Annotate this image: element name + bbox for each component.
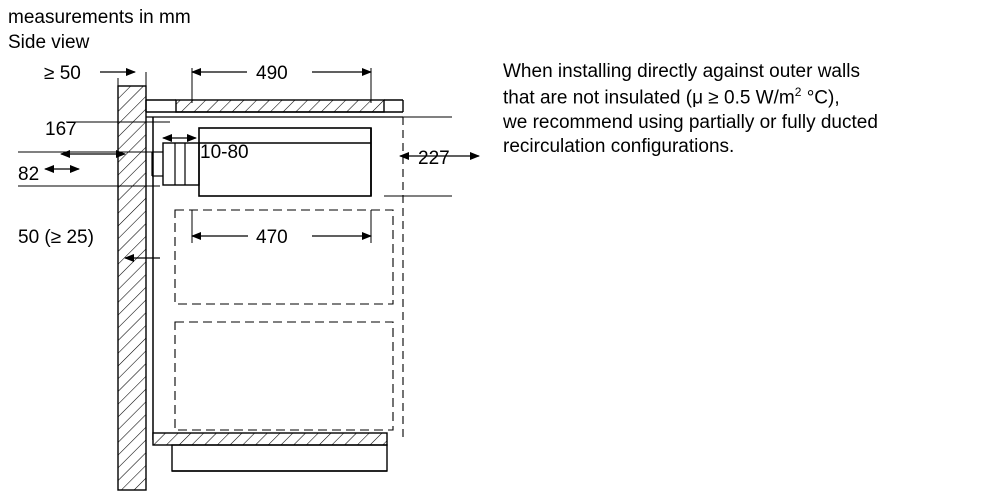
dim-top-width — [192, 63, 371, 103]
dim-label-470: 470 — [256, 227, 288, 248]
dim-height-227 — [384, 117, 479, 196]
dim-label-depth-50: 50 (≥ 25) — [18, 227, 94, 248]
note-line-1: When installing directly against outer walls — [503, 61, 860, 82]
dim-label-490: 490 — [256, 63, 288, 84]
base-plinth — [153, 433, 387, 471]
units-note: measurements in mm — [8, 7, 191, 28]
note-line-3: we recommend using partially or fully ducted — [503, 111, 878, 133]
worktop-slab — [146, 100, 403, 117]
note-line-4: recirculation configurations. — [503, 136, 735, 158]
dim-label-wall-clearance: ≥ 50 — [44, 63, 81, 84]
cabinet-outline — [153, 117, 403, 440]
note-line-2-superscript: 2 — [794, 84, 802, 99]
view-label: Side view — [8, 32, 90, 53]
dim-range-10-80 — [163, 138, 249, 163]
dim-label-82: 82 — [18, 164, 40, 185]
dashed-drawer-upper — [175, 210, 393, 304]
dim-label-227: 227 — [418, 148, 450, 169]
dim-label-167: 167 — [45, 119, 77, 140]
wall-section — [118, 86, 146, 490]
dashed-drawer-lower — [175, 322, 393, 430]
dim-inner-width-470 — [192, 210, 371, 248]
note-line-2b: °C), — [801, 87, 840, 109]
note-line-2a: that are not insulated (μ ≥ 0.5 W/m — [503, 87, 795, 109]
dim-label-10-80: 10-80 — [200, 142, 249, 163]
